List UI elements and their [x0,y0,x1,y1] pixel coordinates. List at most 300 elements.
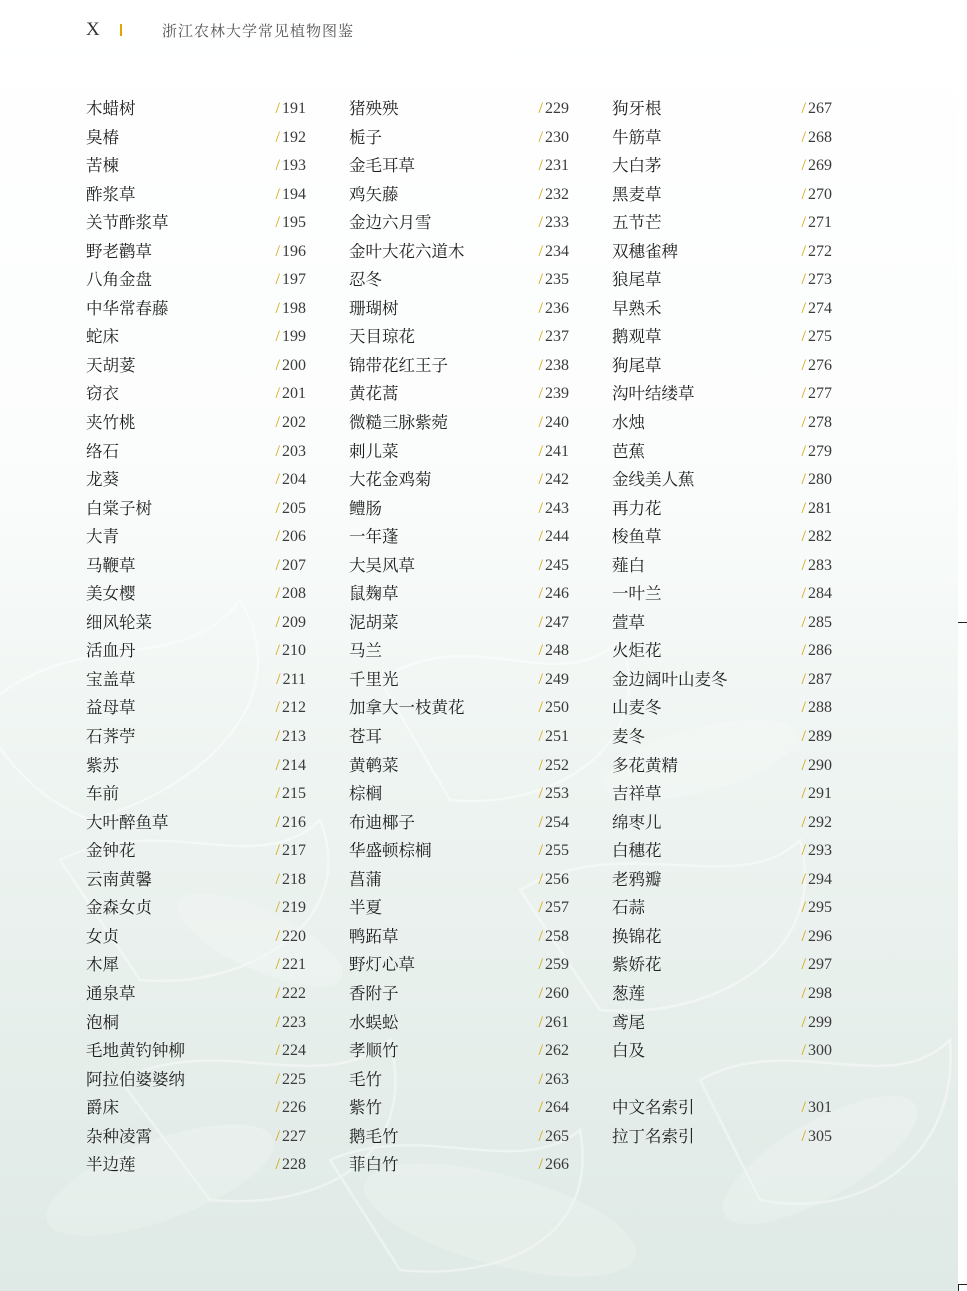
page-number-value: 226 [282,1099,306,1117]
page-number-value: 217 [282,842,306,860]
toc-entry[interactable] [349,637,569,666]
entry-name: 野灯心草 [349,955,415,975]
toc-entry[interactable] [612,980,832,1009]
slash-separator: / [801,128,806,146]
toc-entry[interactable] [612,1009,832,1038]
toc-entry[interactable] [86,1009,306,1038]
page-number-value: 268 [808,128,832,146]
entry-page-number [539,780,569,808]
toc-entry[interactable] [612,295,832,324]
toc-entry[interactable] [612,266,832,295]
slash-separator: / [538,899,543,917]
toc-entry[interactable] [612,723,832,752]
slash-separator: / [538,271,543,289]
entry-name: 白棠子树 [86,498,152,518]
page-number-value: 213 [282,728,306,746]
slash-separator: / [275,385,280,403]
slash-separator: / [538,1127,543,1145]
toc-entry[interactable] [349,466,569,495]
slash-separator: / [801,642,806,660]
entry-name: 金毛耳草 [349,156,415,176]
page-number-value: 191 [282,100,306,117]
slash-separator: / [275,1127,280,1145]
toc-entry[interactable] [86,380,306,409]
toc-entry[interactable] [612,923,832,952]
toc-entry[interactable] [612,552,832,581]
slash-separator: / [538,328,543,346]
page-number-value: 291 [808,785,832,803]
toc-entry[interactable] [349,980,569,1009]
toc-entry[interactable] [349,752,569,781]
page-number-value: 241 [545,442,569,460]
slash-separator: / [275,242,280,260]
slash-separator: / [275,728,280,746]
toc-entry[interactable] [349,1037,569,1066]
slash-separator: / [538,785,543,803]
toc-entry[interactable] [612,666,832,695]
entry-name: 苦楝 [86,156,119,176]
entry-page-number [276,1094,306,1122]
page-number-value: 294 [808,870,832,888]
toc-entry[interactable] [86,837,306,866]
slash-separator: / [538,100,543,117]
entry-page-number [276,1123,306,1151]
toc-entry[interactable] [349,152,569,181]
page-number-value: 262 [545,1042,569,1060]
toc-entry[interactable] [349,1094,569,1123]
toc-entry[interactable] [86,1151,306,1180]
entry-page-number [802,866,832,894]
entry-name: 中文名索引 [612,1098,695,1118]
page-number-value: 267 [808,100,832,117]
toc-entry[interactable] [86,295,306,324]
entry-page-number [539,352,569,380]
entry-name: 芭蕉 [612,441,645,461]
toc-entry[interactable] [349,723,569,752]
slash-separator: / [538,1156,543,1174]
entry-name: 火炬花 [612,641,662,661]
toc-entry[interactable] [612,495,832,524]
slash-separator: / [276,670,281,688]
entry-page-number [276,752,306,780]
page-number-value: 248 [545,642,569,660]
toc-entry[interactable] [349,666,569,695]
slash-separator: / [275,499,280,517]
page-number-value: 243 [545,499,569,517]
toc-entry[interactable] [86,323,306,352]
toc-column-1 [86,95,306,1180]
slash-separator: / [275,699,280,717]
slash-separator: / [801,1042,806,1060]
entry-name: 杂种凌霄 [86,1126,152,1146]
entry-page-number [276,723,306,751]
page-number-value: 272 [808,242,832,260]
entry-page-number [276,694,306,722]
toc-entry[interactable] [349,323,569,352]
slash-separator: / [538,1070,543,1088]
toc-entry[interactable] [612,523,832,552]
entry-name: 香附子 [349,983,399,1003]
entry-page-number [276,809,306,837]
toc-entry[interactable] [612,809,832,838]
toc-entry[interactable] [349,1123,569,1152]
toc-entry[interactable] [86,666,306,695]
entry-name: 千里光 [349,669,399,689]
page-number-value: 263 [545,1070,569,1088]
toc-entry[interactable] [86,152,306,181]
entry-name: 加拿大一枝黄花 [349,698,465,718]
entry-page-number [802,780,832,808]
page-number-value: 290 [808,756,832,774]
entry-name: 紫苏 [86,755,119,775]
entry-page-number [802,238,832,266]
entry-page-number [802,438,832,466]
toc-entry[interactable] [86,1123,306,1152]
slash-separator: / [801,556,806,574]
toc-column-2 [349,95,569,1180]
toc-entry[interactable] [86,723,306,752]
toc-entry[interactable] [86,752,306,781]
page-number-value: 287 [808,670,832,688]
header-separator [120,24,122,36]
slash-separator: / [801,670,806,688]
toc-entry[interactable] [86,780,306,809]
toc-entry[interactable] [349,951,569,980]
toc-entry[interactable] [349,694,569,723]
entry-page-number [276,609,306,637]
toc-entry[interactable] [349,124,569,153]
entry-page-number [539,666,569,694]
toc-entry[interactable] [349,95,569,124]
entry-name: 天目琼花 [349,327,415,347]
toc-entry[interactable] [612,323,832,352]
slash-separator: / [801,870,806,888]
entry-name: 毛竹 [349,1069,382,1089]
entry-page-number [276,95,306,123]
toc-entry[interactable] [612,637,832,666]
entry-page-number [802,666,832,694]
page-number-value: 245 [545,556,569,574]
toc-entry[interactable] [612,466,832,495]
entry-name: 鸭跖草 [349,926,399,946]
toc-entry[interactable] [349,438,569,467]
toc-entry[interactable] [349,780,569,809]
page-number-value: 215 [282,785,306,803]
toc-entry[interactable] [86,980,306,1009]
toc-entry[interactable] [86,495,306,524]
entry-page-number [276,124,306,152]
slash-separator: / [801,442,806,460]
toc-entry[interactable] [86,181,306,210]
slash-separator: / [275,271,280,289]
page-number-value: 202 [282,414,306,432]
entry-name: 石蒜 [612,898,645,918]
page-number-value: 251 [545,728,569,746]
page-number-value: 216 [282,813,306,831]
page-number-value: 295 [808,899,832,917]
toc-entry[interactable] [349,380,569,409]
page-number-value: 301 [808,1099,832,1117]
page-number-value: 297 [808,956,832,974]
page-number-value: 270 [808,185,832,203]
page-number-value: 246 [545,585,569,603]
slash-separator: / [538,442,543,460]
entry-name: 葱莲 [612,983,645,1003]
toc-entry[interactable] [349,209,569,238]
page-number-value: 296 [808,927,832,945]
toc-entry[interactable] [612,124,832,153]
page-number-value: 261 [545,1013,569,1031]
toc-entry[interactable] [349,409,569,438]
entry-page-number [276,1009,306,1037]
toc-entry[interactable] [612,580,832,609]
toc-entry[interactable] [612,209,832,238]
toc-entry[interactable] [86,1094,306,1123]
entry-page-number [802,894,832,922]
toc-entry[interactable] [612,780,832,809]
page-number-value: 250 [545,699,569,717]
entry-name: 大花金鸡菊 [349,470,432,490]
toc-entry[interactable] [612,95,832,124]
entry-page-number [276,352,306,380]
toc-entry[interactable] [86,894,306,923]
toc-entry[interactable] [349,609,569,638]
page-number-value: 284 [808,585,832,603]
entry-page-number [802,323,832,351]
toc-entry[interactable] [349,552,569,581]
toc-entry[interactable] [612,609,832,638]
toc-entry[interactable] [349,523,569,552]
entry-name: 水烛 [612,413,645,433]
slash-separator: / [275,899,280,917]
entry-page-number [539,181,569,209]
slash-separator: / [275,585,280,603]
toc-entry[interactable] [612,1037,832,1066]
toc-entry[interactable] [612,866,832,895]
toc-entry[interactable] [612,752,832,781]
toc-entry[interactable] [349,495,569,524]
entry-name: 美女樱 [86,584,136,604]
slash-separator: / [801,499,806,517]
page-number-value: 271 [808,214,832,232]
toc-entry[interactable] [349,1066,569,1095]
entry-name: 再力花 [612,498,662,518]
entry-name: 蛇床 [86,327,119,347]
entry-name: 半边莲 [86,1155,136,1175]
page-number-value: 288 [808,699,832,717]
toc-entry[interactable] [86,866,306,895]
toc-entry[interactable] [349,580,569,609]
slash-separator: / [801,271,806,289]
entry-name: 金边六月雪 [349,213,432,233]
entry-page-number [802,637,832,665]
toc-entry[interactable] [349,1151,569,1180]
entry-name: 野老鹳草 [86,241,152,261]
toc-entry[interactable] [86,609,306,638]
slash-separator: / [275,1042,280,1060]
entry-page-number [276,523,306,551]
slash-separator: / [538,756,543,774]
toc-entry[interactable] [612,894,832,923]
toc-entry[interactable] [612,951,832,980]
toc-entry[interactable] [86,552,306,581]
toc-entry[interactable] [349,894,569,923]
toc-entry[interactable] [86,1066,306,1095]
page-number-value: 242 [545,471,569,489]
entry-page-number [276,1151,306,1179]
entry-name: 毛地黄钓钟柳 [86,1041,185,1061]
index-entry[interactable] [612,1123,832,1152]
page-number-value: 221 [282,956,306,974]
page-number-value: 260 [545,984,569,1002]
slash-separator: / [538,556,543,574]
entry-name: 络石 [86,441,119,461]
page-number-value: 292 [808,813,832,831]
slash-separator: / [801,356,806,374]
toc-entry[interactable] [86,694,306,723]
slash-separator: / [275,157,280,175]
entry-page-number [276,181,306,209]
entry-page-number [802,1123,832,1151]
slash-separator: / [275,214,280,232]
entry-name: 大青 [86,527,119,547]
toc-entry[interactable] [86,124,306,153]
page-number-value: 197 [282,271,306,289]
entry-page-number [539,1009,569,1037]
entry-name: 布迪椰子 [349,812,415,832]
slash-separator: / [538,1013,543,1031]
toc-entry[interactable] [349,809,569,838]
entry-page-number [539,323,569,351]
entry-name: 鹅毛竹 [349,1126,399,1146]
entry-name: 梭鱼草 [612,527,662,547]
toc-entry[interactable] [349,1009,569,1038]
toc-entry[interactable] [612,152,832,181]
toc-entry[interactable] [349,837,569,866]
toc-entry[interactable] [86,266,306,295]
entry-page-number [539,523,569,551]
entry-page-number [539,637,569,665]
entry-name: 车前 [86,784,119,804]
entry-name: 一年蓬 [349,527,399,547]
entry-name: 鸢尾 [612,1012,645,1032]
slash-separator: / [801,585,806,603]
entry-name: 多花黄精 [612,755,678,775]
page-number-value: 193 [282,157,306,175]
entry-page-number [802,837,832,865]
slash-separator: / [275,1099,280,1117]
crop-mark [958,622,967,623]
toc-entry[interactable] [612,380,832,409]
entry-name: 萱草 [612,612,645,632]
entry-page-number [802,723,832,751]
slash-separator: / [801,328,806,346]
page-number-value: 227 [282,1127,306,1145]
slash-separator: / [538,185,543,203]
entry-page-number [539,866,569,894]
entry-page-number [539,923,569,951]
toc-entry[interactable] [349,866,569,895]
page-number-value: 224 [282,1042,306,1060]
toc-entry[interactable] [612,409,832,438]
entry-name: 中华常春藤 [86,298,169,318]
slash-separator: / [801,927,806,945]
toc-entry[interactable] [612,694,832,723]
slash-separator: / [275,1156,280,1174]
page-number-value: 235 [545,271,569,289]
entry-page-number [802,409,832,437]
entry-name: 窃衣 [86,384,119,404]
toc-entry[interactable] [86,809,306,838]
entry-page-number [802,694,832,722]
entry-name: 白及 [612,1041,645,1061]
toc-entry[interactable] [86,637,306,666]
slash-separator: / [801,214,806,232]
toc-entry[interactable] [86,438,306,467]
toc-entry[interactable] [86,523,306,552]
entry-name: 棕榈 [349,784,382,804]
entry-page-number [802,95,832,123]
index-entry[interactable] [612,1094,832,1123]
toc-entry[interactable] [86,409,306,438]
toc-entry[interactable] [86,580,306,609]
entry-name: 木蜡树 [86,99,136,118]
toc-entry[interactable] [86,1037,306,1066]
page-number-value: 231 [545,157,569,175]
toc-entry[interactable] [349,352,569,381]
slash-separator: / [538,728,543,746]
slash-separator: / [275,356,280,374]
toc-entry[interactable] [86,923,306,952]
page-number-value: 299 [808,1013,832,1031]
toc-entry[interactable] [349,181,569,210]
toc-entry[interactable] [612,438,832,467]
toc-entry[interactable] [612,352,832,381]
entry-page-number [276,295,306,323]
slash-separator: / [275,842,280,860]
toc-entry[interactable] [349,295,569,324]
entry-page-number [802,1094,832,1122]
toc-entry[interactable] [349,266,569,295]
toc-entry[interactable] [86,209,306,238]
entry-name: 活血丹 [86,641,136,661]
toc-entry[interactable] [612,181,832,210]
slash-separator: / [801,613,806,631]
toc-entry[interactable] [86,238,306,267]
page-number-value: 273 [808,271,832,289]
entry-page-number [539,409,569,437]
entry-name: 紫竹 [349,1098,382,1118]
toc-entry[interactable] [86,352,306,381]
entry-name: 狗牙根 [612,99,662,118]
toc-entry[interactable] [86,466,306,495]
slash-separator: / [801,756,806,774]
entry-page-number [802,380,832,408]
toc-entry[interactable] [349,923,569,952]
toc-entry[interactable] [86,951,306,980]
page-number-value: 222 [282,984,306,1002]
toc-entry[interactable] [612,238,832,267]
entry-name: 金森女贞 [86,898,152,918]
entry-name: 华盛顿棕榈 [349,841,432,861]
toc-entry[interactable] [612,837,832,866]
entry-page-number [276,580,306,608]
page-number-value: 275 [808,328,832,346]
toc-entry[interactable] [86,95,306,124]
toc-entry[interactable] [349,238,569,267]
page-number-value: 208 [282,585,306,603]
entry-name: 臭椿 [86,127,119,147]
